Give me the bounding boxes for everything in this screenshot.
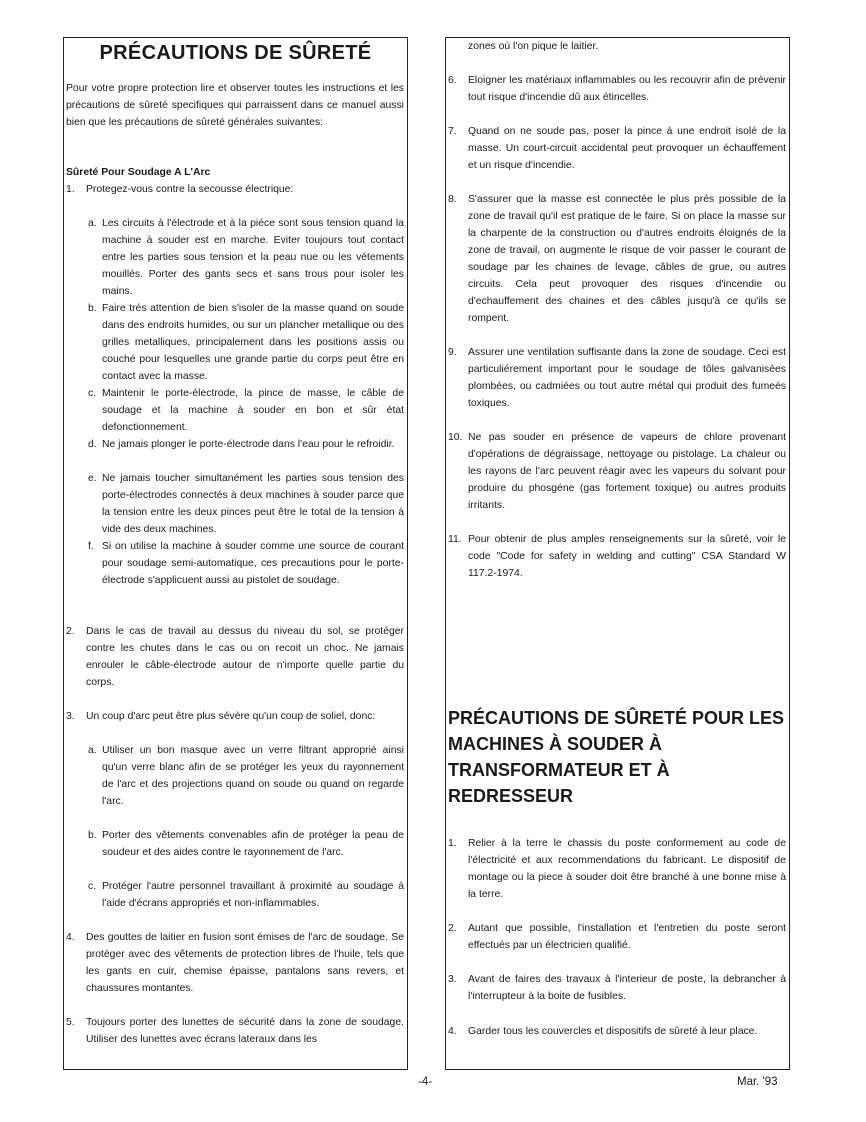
list-item: 9. Assurer une ventilation suffisante dans la zone de soudage. Ceci est particuliérement important pour le soudage de tôles galvanisées plombées, ou cadmiées ou tout autre métal qui produit des fumeés toxiques. (448, 347, 786, 409)
sub-item-3c: c. Protéger l'autre personnel travaillant à proximité au soudage à l'aide d'écrans appropriés et non-inflammables. (88, 881, 404, 909)
list-item: 8. S'assurer que la masse est connectée le plus prés possible de la zone de travail qu'il est pratique de le faire. Si on place la masse sur la charpente de la construction ou d'autres endroits éloignés de la zone de travail, on augmente le risque de voir passer le courant de soudage par les chaines de levage, câbles de grue, ou autres circuits. Cela peut provoquer des risques d'incendie ou d'echauffement des chaines et des câbles jusqu'à ce qu'ils se rompent. (448, 194, 786, 324)
right-column (445, 37, 790, 1070)
section-heading: Sûreté Pour Soudage A L'Arc (66, 167, 211, 178)
sub-item-1d: d. Ne jamais plonger le porte-électrode dans l'eau pour le refroidir. (88, 439, 395, 450)
list-item: 4. Des gouttes de laitier en fusion sont émises de l'arc de soudage. Se protéger avec des vêtements de protection libres de l'huile, tels que les gants en cuir, chemise épaisse, pantalons sans revers, et chaussures montantes. (66, 932, 404, 994)
left-column (63, 37, 408, 1070)
list-item: 3. Avant de faires des travaux à l'interieur de poste, la debrancher à l'interrupteur à la boite de fusibles. (448, 974, 786, 1002)
list-item: 6. Eloigner les matériaux inflammables ou les recouvrir afin de prévenir tout risque d'incendie dû aux étincelles. (448, 75, 786, 103)
list-item: 10. Ne pas souder en présence de vapeurs de chlore provenant d'opérations de dégraissage, nettoyage ou pistolage. La chaleur ou les rayons de l'arc peuvent réagir avec les vapeurs du solvant pour produire du phosgéne (gas fortement toxique) ou autres produits irritants. (448, 432, 786, 511)
list-item: 11. Pour obtenir de plus amples renseignements sur la sûreté, voir le code "Code for safety in welding and cutting" CSA Standard W 117.2-1974. (448, 534, 786, 579)
list-item: 2. Dans le cas de travail au dessus du niveau du sol, se protéger contre les chutes dans le cas ou on recoit un choc. Ne jamais enrouler le câble-électrode autour de n'importe quelle partie du corps. (66, 626, 404, 688)
list-item: 4. Garder tous les couvercles et dispositifs de sûreté à leur place. (448, 1026, 758, 1037)
list-item: 7. Quand on ne soude pas, poser la pince à une endroit isolé de la masse. Un court-circuit accidental peut provoquer un échauffement et un risque d'incendie. (448, 126, 786, 171)
intro-paragraph: Pour votre propre protection lire et observer toutes les instructions et les précautions de sûreté specifiques qui parraissent dans ce manuel aussi bien que les précautions de sûreté générales suivantes: (66, 83, 404, 128)
sub-item-1c: c. Maintenir le porte-électrode, la pince de masse, le câble de soudage et la machine à souder en bon et sûr état defonctionnement. (88, 388, 404, 433)
sub-item-1b: b. Faire trés attention de bien s'isoler de la masse quand on soude dans des endroits humides, ou sur un plancher metallique ou des grilles metalliques, principalement dans les positions assis ou couché pour lesquelles une grande partie du corps peut être en contact avec la masse. (88, 303, 404, 382)
list-item: 1. Relier à la terre le chassis du poste conformement au code de l'électricité et aux recommendations du fabricant. Le dispositif de montage ou la piece à souder doit être branché à une bonne mise à la terre. (448, 838, 786, 900)
revision-date: Mar. '93 (737, 1076, 778, 1088)
page-title: PRÉCAUTIONS DE SÛRETÉ (99, 42, 372, 64)
sub-item-3a: a. Utiliser un bon masque avec un verre filtrant approprié ainsi qu'un verre blanc afin de se protéger les yeux du rayonnement de l'arc et des projections quand on soude ou quand on regarde l'arc. (88, 745, 404, 807)
sub-item-3b: b. Porter des vêtements convenables afin de protéger la peau de soudeur et des aides contre le rayonnement de l'arc. (88, 830, 404, 858)
page-number: -4- (418, 1076, 433, 1088)
list-item: 5. Toujours porter des lunettes de sécurité dans la zone de soudage. Utiliser des lunettes avec écrans lateraux dans les (66, 1017, 404, 1045)
list-item: 3. Un coup d'arc peut être plus sévère qu'un coup de soliel, donc: (66, 711, 376, 722)
sub-item-1a: a. Les circuits à l'électrode et à la piéce sont sous tension quand la machine à souder est en marche. Eviter toujours tout contact entre les parties sous tension et la peau nue ou les vétements mouillés. Porter des gants secs et sans trous pour isoler les mains. (88, 218, 404, 297)
list-item: 1. Protegez-vous contre la secousse électrique: (66, 184, 294, 195)
item-5-continued: zones où l'on pique le laitier. (468, 41, 599, 52)
sub-item-1f: f. Si on utilise la machine à souder comme une source de courant pour soudage semi-automatique, ces precautions pour le porte-électrode s'applicuent aussi au pistolet de soudage. (88, 541, 404, 586)
list-item: 2. Autant que possible, l'installation et l'entretien du poste seront effectués par un électricien qualifié. (448, 923, 786, 951)
sub-item-1e: e. Ne jamais toucher simultanément les parties sous tension des porte-électrodes connectés à deux machines à souder parce que la tension entre les deux pinces peut être le total de la tension à vide des deux machines. (88, 473, 404, 535)
section-title-transformer: PRÉCAUTIONS DE SÛRETÉ POUR LES MACHINES À SOUDER À TRANSFORMATEUR ET À REDRESSEUR (448, 708, 785, 806)
